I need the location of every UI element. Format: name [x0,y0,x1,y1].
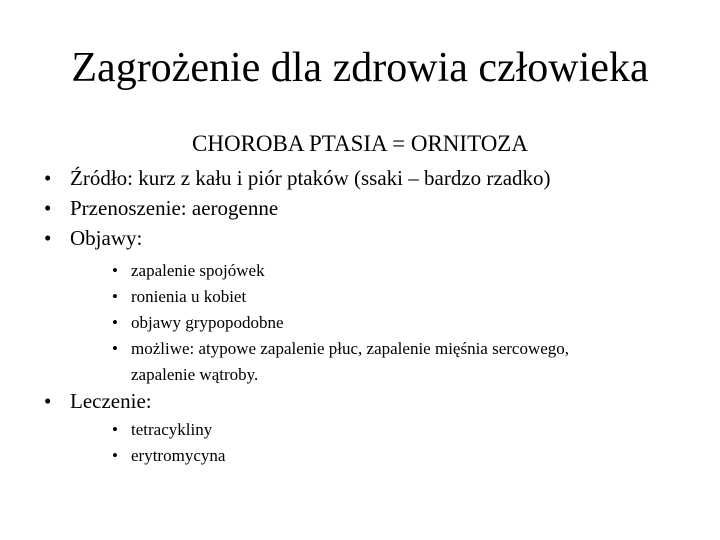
bullet-icon: • [44,196,52,220]
symptoms-sublist [112,258,569,388]
bullet-icon: • [112,261,118,280]
treatment-bullet-list [44,386,152,416]
list-item-text: Leczenie: [70,389,152,413]
bullet-icon: • [44,166,52,190]
list-item-symptoms [44,223,551,253]
symptom-item [112,284,569,310]
symptom-item [112,336,569,362]
treatments-sublist [112,417,225,469]
list-item-transmission [44,193,551,223]
symptom-item [112,258,569,284]
treatment-item [112,443,225,469]
treatment-text: tetracykliny [131,420,213,439]
list-item-treatment [44,386,152,416]
symptom-text: ronienia u kobiet [131,287,247,306]
symptom-text: objawy grypopodobne [131,313,284,332]
symptom-text: możliwe: atypowe zapalenie płuc, zapalenie mięśnia sercowego, [131,339,570,358]
treatment-item [112,417,225,443]
symptom-text: zapalenie wątroby. [131,365,259,384]
symptom-text: zapalenie spojówek [131,261,265,280]
main-bullet-list [44,163,551,253]
bullet-icon: • [112,313,118,332]
bullet-icon: • [44,389,52,413]
bullet-icon: • [44,226,52,250]
bullet-icon: • [112,339,118,358]
symptom-item [112,310,569,336]
list-item-source [44,163,551,193]
bullet-icon: • [112,420,118,439]
bullet-icon: • [112,287,118,306]
slide-title: Zagrożenie dla zdrowia człowieka [71,45,649,91]
list-item-text: Źródło: kurz z kału i piór ptaków (ssaki – bardzo rzadko) [70,166,551,190]
treatment-text: erytromycyna [131,446,226,465]
bullet-icon: • [112,446,118,465]
list-item-text: Objawy: [70,226,143,250]
symptom-item-continuation [112,362,569,388]
slide-subtitle: CHOROBA PTASIA = ORNITOZA [192,131,528,156]
list-item-text: Przenoszenie: aerogenne [70,196,279,220]
